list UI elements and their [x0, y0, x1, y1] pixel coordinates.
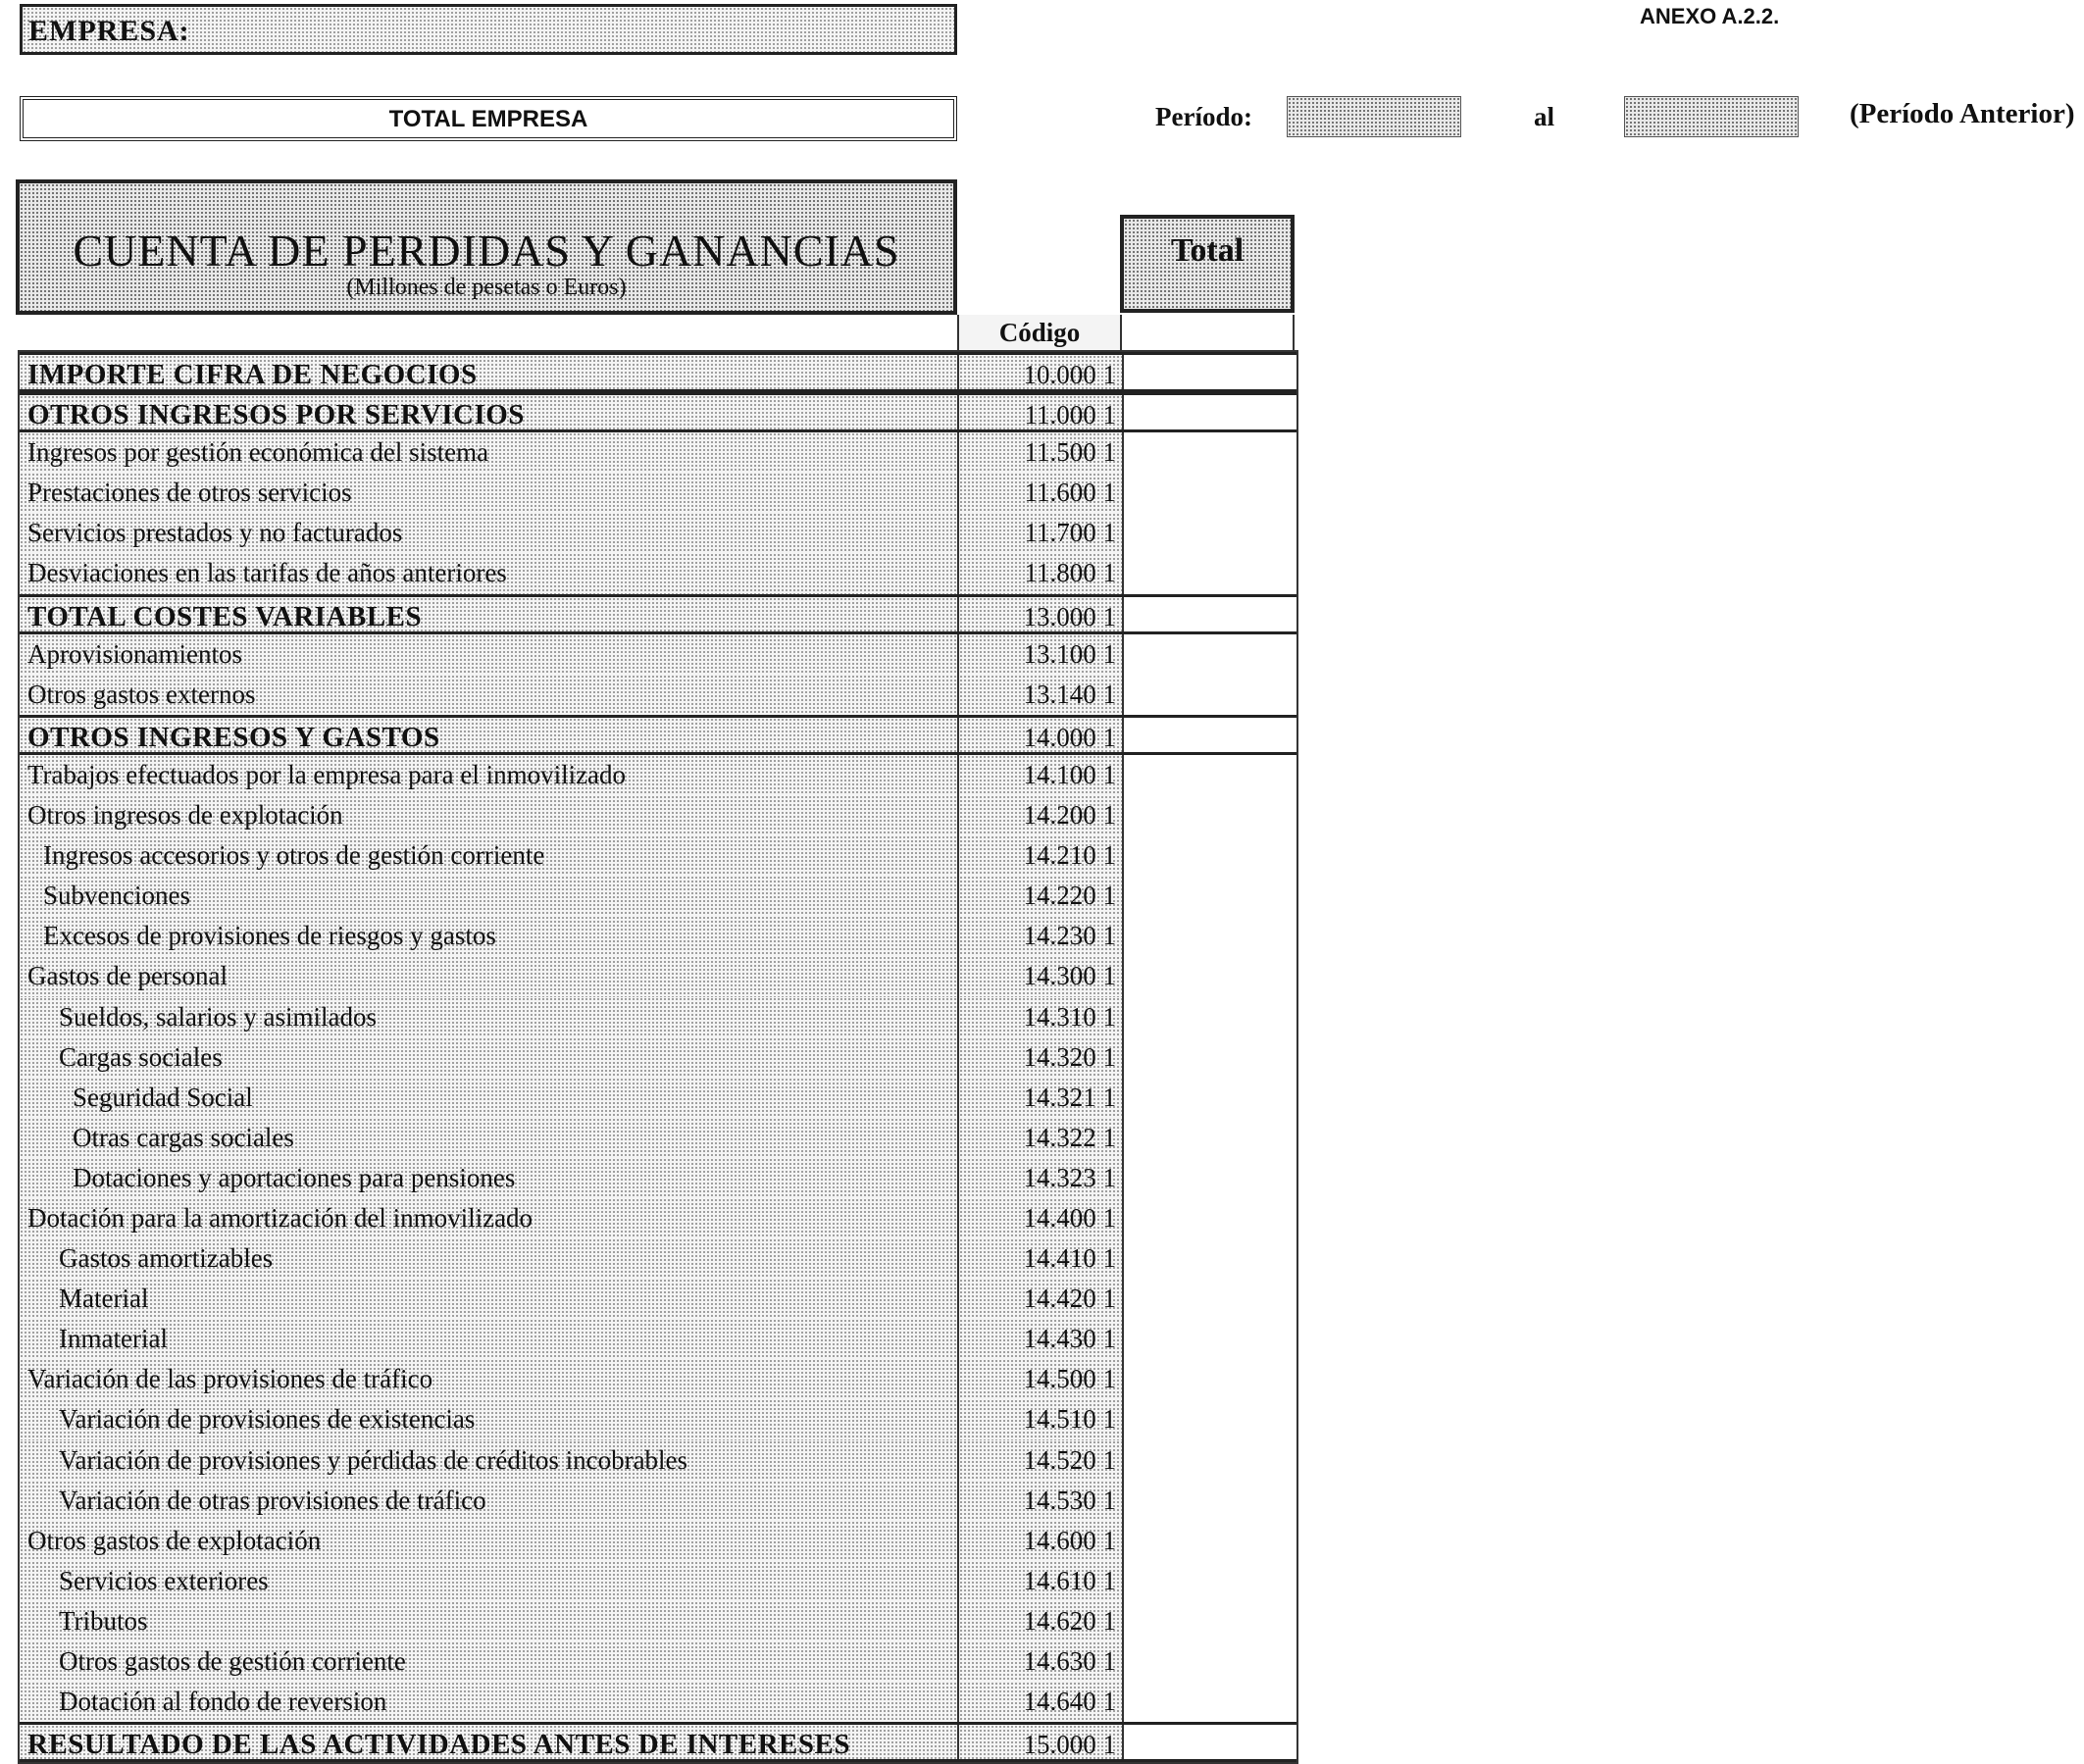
periodo-start-input[interactable] [1287, 96, 1461, 137]
codigo-column-header: Código [957, 315, 1122, 352]
table-row [20, 553, 1296, 593]
row-total-input[interactable] [1124, 1198, 1296, 1238]
row-code: 14.320 1 [959, 1037, 1124, 1078]
row-code: 14.620 1 [959, 1601, 1124, 1641]
row-total-input[interactable] [1124, 997, 1296, 1037]
row-label: OTROS INGRESOS Y GASTOS [20, 718, 959, 752]
row-label: Prestaciones de otros servicios [20, 473, 959, 513]
row-code: 10.000 1 [959, 355, 1124, 389]
row-code: 14.530 1 [959, 1481, 1124, 1521]
table-row [20, 1399, 1296, 1439]
row-label: Variación de provisiones de existencias [20, 1399, 959, 1439]
row-total-input[interactable] [1124, 675, 1296, 715]
row-code: 14.510 1 [959, 1399, 1124, 1439]
table-row [20, 352, 1296, 392]
row-label: Gastos amortizables [20, 1238, 959, 1279]
row-total-input[interactable] [1124, 1481, 1296, 1521]
row-total-input[interactable] [1124, 1279, 1296, 1319]
table-row [20, 715, 1296, 755]
row-code: 14.400 1 [959, 1198, 1124, 1238]
row-label: Ingresos por gestión económica del sistema [20, 432, 959, 473]
row-label: Desviaciones en las tarifas de años anteriores [20, 553, 959, 593]
row-code: 11.600 1 [959, 473, 1124, 513]
row-label: Otros gastos de explotación [20, 1521, 959, 1561]
row-total-input[interactable] [1124, 1440, 1296, 1481]
row-label: Material [20, 1279, 959, 1319]
row-code: 14.520 1 [959, 1440, 1124, 1481]
total-empresa-field[interactable]: TOTAL EMPRESA [20, 96, 957, 141]
empresa-field[interactable] [20, 4, 957, 55]
row-total-input[interactable] [1124, 1238, 1296, 1279]
table-row [20, 916, 1296, 956]
row-total-input[interactable] [1124, 1641, 1296, 1682]
row-label: Aprovisionamientos [20, 634, 959, 675]
row-total-input[interactable] [1124, 553, 1296, 593]
row-label: Servicios exteriores [20, 1561, 959, 1601]
row-total-input[interactable] [1124, 473, 1296, 513]
report-subtitle: (Millones de pesetas o Euros) [346, 275, 627, 300]
table-row [20, 1037, 1296, 1078]
row-code: 14.600 1 [959, 1521, 1124, 1561]
row-code: 14.610 1 [959, 1561, 1124, 1601]
row-label: TOTAL COSTES VARIABLES [20, 597, 959, 631]
table-row [20, 1601, 1296, 1641]
row-code: 13.000 1 [959, 597, 1124, 631]
table-row [20, 1722, 1296, 1762]
empresa-label: EMPRESA: [28, 15, 190, 47]
pl-table [18, 350, 1298, 1764]
row-total-input[interactable] [1124, 432, 1296, 473]
row-label: Otros gastos de gestión corriente [20, 1641, 959, 1682]
row-label: Servicios prestados y no facturados [20, 513, 959, 553]
report-title: CUENTA DE PERDIDAS Y GANANCIAS [73, 226, 900, 276]
row-code: 14.000 1 [959, 718, 1124, 752]
row-total-input[interactable] [1124, 395, 1296, 429]
anexo-label: ANEXO A.2.2. [1640, 4, 1780, 28]
row-label: Tributos [20, 1601, 959, 1641]
row-code: 11.800 1 [959, 553, 1124, 593]
row-total-input[interactable] [1124, 916, 1296, 956]
table-row [20, 513, 1296, 553]
row-code: 14.430 1 [959, 1319, 1124, 1359]
row-label: Excesos de provisiones de riesgos y gastos [20, 916, 959, 956]
row-total-input[interactable] [1124, 1399, 1296, 1439]
row-code: 11.000 1 [959, 395, 1124, 429]
row-total-input[interactable] [1124, 513, 1296, 553]
report-title-box [16, 179, 957, 315]
row-total-input[interactable] [1124, 597, 1296, 631]
row-code: 14.630 1 [959, 1641, 1124, 1682]
table-row [20, 1359, 1296, 1399]
row-code: 14.310 1 [959, 997, 1124, 1037]
table-row [20, 594, 1296, 634]
table-row [20, 675, 1296, 715]
row-label: Variación de provisiones y pérdidas de créditos incobrables [20, 1440, 959, 1481]
table-row [20, 876, 1296, 916]
row-code: 14.321 1 [959, 1078, 1124, 1118]
row-code: 13.140 1 [959, 675, 1124, 715]
row-label: Otros ingresos de explotación [20, 795, 959, 835]
row-code: 13.100 1 [959, 634, 1124, 675]
row-label: Dotación para la amortización del inmovilizado [20, 1198, 959, 1238]
periodo-anterior-label: (Período Anterior) [1850, 98, 2075, 129]
row-total-input[interactable] [1124, 795, 1296, 835]
row-code: 14.420 1 [959, 1279, 1124, 1319]
row-code: 14.100 1 [959, 755, 1124, 795]
row-label: Dotación al fondo de reversion [20, 1682, 959, 1722]
total-column-subheader [1122, 315, 1295, 352]
row-total-input[interactable] [1124, 355, 1296, 389]
row-label: OTROS INGRESOS POR SERVICIOS [20, 395, 959, 429]
table-row [20, 634, 1296, 675]
row-total-input[interactable] [1124, 1118, 1296, 1158]
table-row [20, 1118, 1296, 1158]
row-label: RESULTADO DE LAS ACTIVIDADES ANTES DE INTERESES [20, 1725, 959, 1759]
table-row [20, 1682, 1296, 1722]
row-total-input[interactable] [1124, 1521, 1296, 1561]
row-label: Trabajos efectuados por la empresa para el inmovilizado [20, 755, 959, 795]
row-code: 14.323 1 [959, 1158, 1124, 1198]
row-code: 14.200 1 [959, 795, 1124, 835]
total-column-header: Total [1120, 215, 1295, 313]
table-row [20, 997, 1296, 1037]
table-row [20, 1319, 1296, 1359]
table-row [20, 1641, 1296, 1682]
row-code: 14.640 1 [959, 1682, 1124, 1722]
row-label: Ingresos accesorios y otros de gestión corriente [20, 835, 959, 876]
row-label: Variación de las provisiones de tráfico [20, 1359, 959, 1399]
row-code: 11.700 1 [959, 513, 1124, 553]
row-total-input[interactable] [1124, 835, 1296, 876]
table-row [20, 473, 1296, 513]
table-row [20, 1078, 1296, 1118]
row-label: Seguridad Social [20, 1078, 959, 1118]
row-label: Cargas sociales [20, 1037, 959, 1078]
row-label: Dotaciones y aportaciones para pensiones [20, 1158, 959, 1198]
table-row [20, 1238, 1296, 1279]
table-row [20, 956, 1296, 996]
row-label: Subvenciones [20, 876, 959, 916]
table-row [20, 1440, 1296, 1481]
row-total-input[interactable] [1124, 1725, 1296, 1759]
table-row [20, 1279, 1296, 1319]
row-code: 14.500 1 [959, 1359, 1124, 1399]
row-total-input[interactable] [1124, 1037, 1296, 1078]
row-label: Inmaterial [20, 1319, 959, 1359]
table-row [20, 795, 1296, 835]
table-row [20, 1198, 1296, 1238]
row-code: 14.300 1 [959, 956, 1124, 996]
row-total-input[interactable] [1124, 1319, 1296, 1359]
row-code: 14.322 1 [959, 1118, 1124, 1158]
row-code: 14.210 1 [959, 835, 1124, 876]
row-total-input[interactable] [1124, 956, 1296, 996]
row-total-input[interactable] [1124, 1561, 1296, 1601]
row-code: 15.000 1 [959, 1725, 1124, 1759]
row-total-input[interactable] [1124, 1601, 1296, 1641]
row-total-input[interactable] [1124, 876, 1296, 916]
row-label: Otros gastos externos [20, 675, 959, 715]
row-label: IMPORTE CIFRA DE NEGOCIOS [20, 355, 959, 389]
table-row [20, 432, 1296, 473]
row-total-input[interactable] [1124, 1078, 1296, 1118]
periodo-end-input[interactable] [1624, 96, 1799, 137]
row-code: 14.410 1 [959, 1238, 1124, 1279]
periodo-label: Período: [1155, 102, 1252, 131]
row-total-input[interactable] [1124, 1359, 1296, 1399]
table-row [20, 1521, 1296, 1561]
table-row [20, 1158, 1296, 1198]
row-code: 14.230 1 [959, 916, 1124, 956]
row-label: Gastos de personal [20, 956, 959, 996]
table-row [20, 755, 1296, 795]
row-code: 14.220 1 [959, 876, 1124, 916]
row-total-input[interactable] [1124, 718, 1296, 752]
table-row [20, 1561, 1296, 1601]
row-total-input[interactable] [1124, 1682, 1296, 1722]
al-label: al [1534, 102, 1555, 131]
table-row [20, 835, 1296, 876]
row-label: Variación de otras provisiones de tráfico [20, 1481, 959, 1521]
row-label: Otras cargas sociales [20, 1118, 959, 1158]
row-label: Sueldos, salarios y asimilados [20, 997, 959, 1037]
row-total-input[interactable] [1124, 634, 1296, 675]
row-code: 11.500 1 [959, 432, 1124, 473]
row-total-input[interactable] [1124, 755, 1296, 795]
row-total-input[interactable] [1124, 1158, 1296, 1198]
table-row [20, 392, 1296, 432]
table-row [20, 1481, 1296, 1521]
